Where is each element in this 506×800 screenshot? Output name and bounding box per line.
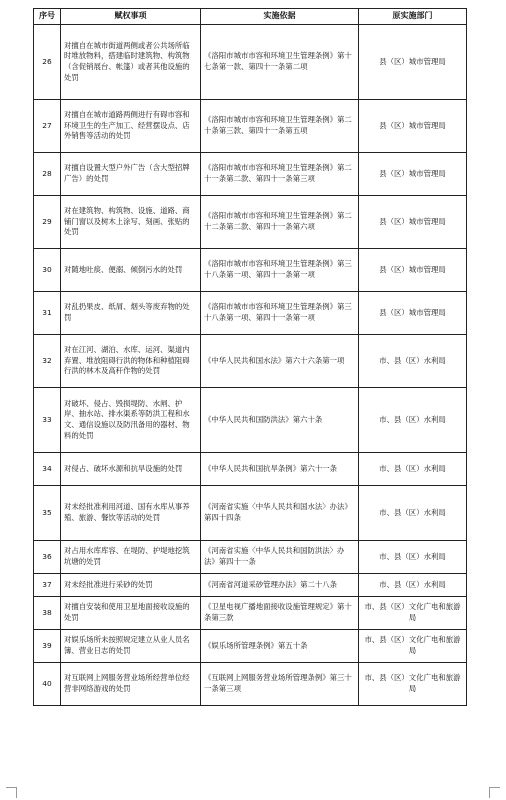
table-row bbox=[34, 335, 467, 388]
row-serial: 40 bbox=[34, 663, 61, 706]
row-item: 对侵占、破坏水源和抗旱设施的处罚 bbox=[61, 453, 201, 486]
row-department: 市、县（区）水利局 bbox=[359, 486, 467, 541]
row-basis: 《河南省实施〈中华人民共和国水法〉办法》第四十四条 bbox=[201, 486, 359, 541]
row-department: 县（区）城市管理局 bbox=[359, 292, 467, 335]
row-department: 市、县（区）水利局 bbox=[359, 453, 467, 486]
row-basis: 《中华人民共和国水法》第六十六条第一项 bbox=[201, 335, 359, 388]
row-item: 对乱扔果皮、纸屑、烟头等废弃物的处罚 bbox=[61, 292, 201, 335]
row-serial: 36 bbox=[34, 541, 61, 574]
table-row bbox=[34, 196, 467, 249]
row-basis: 《洛阳市城市市容和环境卫生管理条例》第二十二条第二款、第四十一条第六项 bbox=[201, 196, 359, 249]
header-basis: 实施依据 bbox=[201, 9, 359, 25]
table-row bbox=[34, 292, 467, 335]
row-item: 对破坏、侵占、毁损堤防、水闸、护岸、抽水站、排水渠系等防洪工程和水文、通信设施以及防汛备用的器材、物料的处罚 bbox=[61, 388, 201, 453]
row-basis: 《中华人民共和国抗旱条例》第六十一条 bbox=[201, 453, 359, 486]
row-item: 对在建筑物、构筑物、设施、道路、商铺门窗以及树木上涂写、刻画、张贴的处罚 bbox=[61, 196, 201, 249]
row-basis: 《洛阳市城市市容和环境卫生管理条例》第二十一条第二款、第四十一条第三项 bbox=[201, 153, 359, 196]
page-corner-mark-right bbox=[489, 787, 500, 798]
row-basis: 《卫星电视广播地面接收设施管理规定》第十条第三款 bbox=[201, 597, 359, 630]
table-row bbox=[34, 388, 467, 453]
row-serial: 28 bbox=[34, 153, 61, 196]
row-serial: 37 bbox=[34, 574, 61, 597]
table-row bbox=[34, 597, 467, 630]
row-department: 县（区）城市管理局 bbox=[359, 249, 467, 292]
row-serial: 33 bbox=[34, 388, 61, 453]
row-serial: 26 bbox=[34, 25, 61, 100]
table-header-row bbox=[34, 9, 467, 25]
row-serial: 34 bbox=[34, 453, 61, 486]
header-serial: 序号 bbox=[34, 9, 61, 25]
row-serial: 31 bbox=[34, 292, 61, 335]
empowerment-table bbox=[33, 8, 467, 706]
row-basis: 《互联网上网服务营业场所管理条例》第三十一条第三项 bbox=[201, 663, 359, 706]
row-department: 市、县（区）文化广电和旅游局 bbox=[359, 630, 467, 663]
row-item: 对擅自在城市街道两侧或者公共场所临时堆放物料，搭建临时建筑物、构筑物（含促销展台、帐篷）或者其他设施的处罚 bbox=[61, 25, 201, 100]
row-serial: 27 bbox=[34, 100, 61, 153]
table-row bbox=[34, 630, 467, 663]
row-item: 对互联网上网服务营业场所经营单位经营非网络游戏的处罚 bbox=[61, 663, 201, 706]
row-basis: 《娱乐场所管理条例》第五十条 bbox=[201, 630, 359, 663]
row-item: 对擅自设置大型户外广告（含大型招牌广告）的处罚 bbox=[61, 153, 201, 196]
row-item: 对占用水库库容、在堤防、护堤地挖筑坑塘的处罚 bbox=[61, 541, 201, 574]
table-row bbox=[34, 486, 467, 541]
table-row bbox=[34, 25, 467, 100]
row-department: 市、县（区）水利局 bbox=[359, 388, 467, 453]
row-department: 县（区）城市管理局 bbox=[359, 153, 467, 196]
row-department: 市、县（区）水利局 bbox=[359, 574, 467, 597]
row-basis: 《河南省实施〈中华人民共和国防洪法〉办法》第四十一条 bbox=[201, 541, 359, 574]
row-basis: 《中华人民共和国防洪法》第六十条 bbox=[201, 388, 359, 453]
row-serial: 39 bbox=[34, 630, 61, 663]
table-row bbox=[34, 153, 467, 196]
row-serial: 29 bbox=[34, 196, 61, 249]
row-department: 市、县（区）水利局 bbox=[359, 541, 467, 574]
row-item: 对随地吐痰、便溺、倾倒污水的处罚 bbox=[61, 249, 201, 292]
row-item: 对擅自安装和使用卫星地面接收设施的处罚 bbox=[61, 597, 201, 630]
header-item: 赋权事项 bbox=[61, 9, 201, 25]
row-serial: 38 bbox=[34, 597, 61, 630]
row-department: 县（区）城市管理局 bbox=[359, 25, 467, 100]
row-item: 对擅自在城市道路两侧进行有碍市容和环境卫生的生产加工、经营摆设点、店外销售等活动的处罚 bbox=[61, 100, 201, 153]
row-item: 对娱乐场所未按照规定建立从业人员名簿、营业日志的处罚 bbox=[61, 630, 201, 663]
header-department: 原实施部门 bbox=[359, 9, 467, 25]
table-row bbox=[34, 100, 467, 153]
table-row bbox=[34, 249, 467, 292]
row-item: 对在江河、湖泊、水库、运河、渠道内弃置、堆放阻碍行洪的物体和种植阻碍行洪的林木及高秆作物的处罚 bbox=[61, 335, 201, 388]
row-department: 市、县（区）文化广电和旅游局 bbox=[359, 597, 467, 630]
row-item: 对未经批准利用河道、国有水库从事养殖、旅游、餐饮等活动的处罚 bbox=[61, 486, 201, 541]
row-basis: 《洛阳市城市市容和环境卫生管理条例》第三十八条第一项、第四十一条第一项 bbox=[201, 292, 359, 335]
row-basis: 《洛阳市城市市容和环境卫生管理条例》第二十条第三款、第四十一条第五项 bbox=[201, 100, 359, 153]
table-row bbox=[34, 663, 467, 706]
row-department: 县（区）城市管理局 bbox=[359, 196, 467, 249]
table-row bbox=[34, 453, 467, 486]
row-basis: 《河南省河道采砂管理办法》第二十八条 bbox=[201, 574, 359, 597]
row-basis: 《洛阳市城市市容和环境卫生管理条例》第十七条第一款、第四十一条第二项 bbox=[201, 25, 359, 100]
table-row bbox=[34, 541, 467, 574]
row-department: 市、县（区）文化广电和旅游局 bbox=[359, 663, 467, 706]
page-corner-mark-left bbox=[6, 787, 17, 798]
row-basis: 《洛阳市城市市容和环境卫生管理条例》第三十八条第一项、第四十一条第一项 bbox=[201, 249, 359, 292]
row-department: 县（区）城市管理局 bbox=[359, 100, 467, 153]
row-department: 市、县（区）水利局 bbox=[359, 335, 467, 388]
row-serial: 32 bbox=[34, 335, 61, 388]
table-row bbox=[34, 574, 467, 597]
row-item: 对未经批准进行采砂的处罚 bbox=[61, 574, 201, 597]
row-serial: 30 bbox=[34, 249, 61, 292]
row-serial: 35 bbox=[34, 486, 61, 541]
